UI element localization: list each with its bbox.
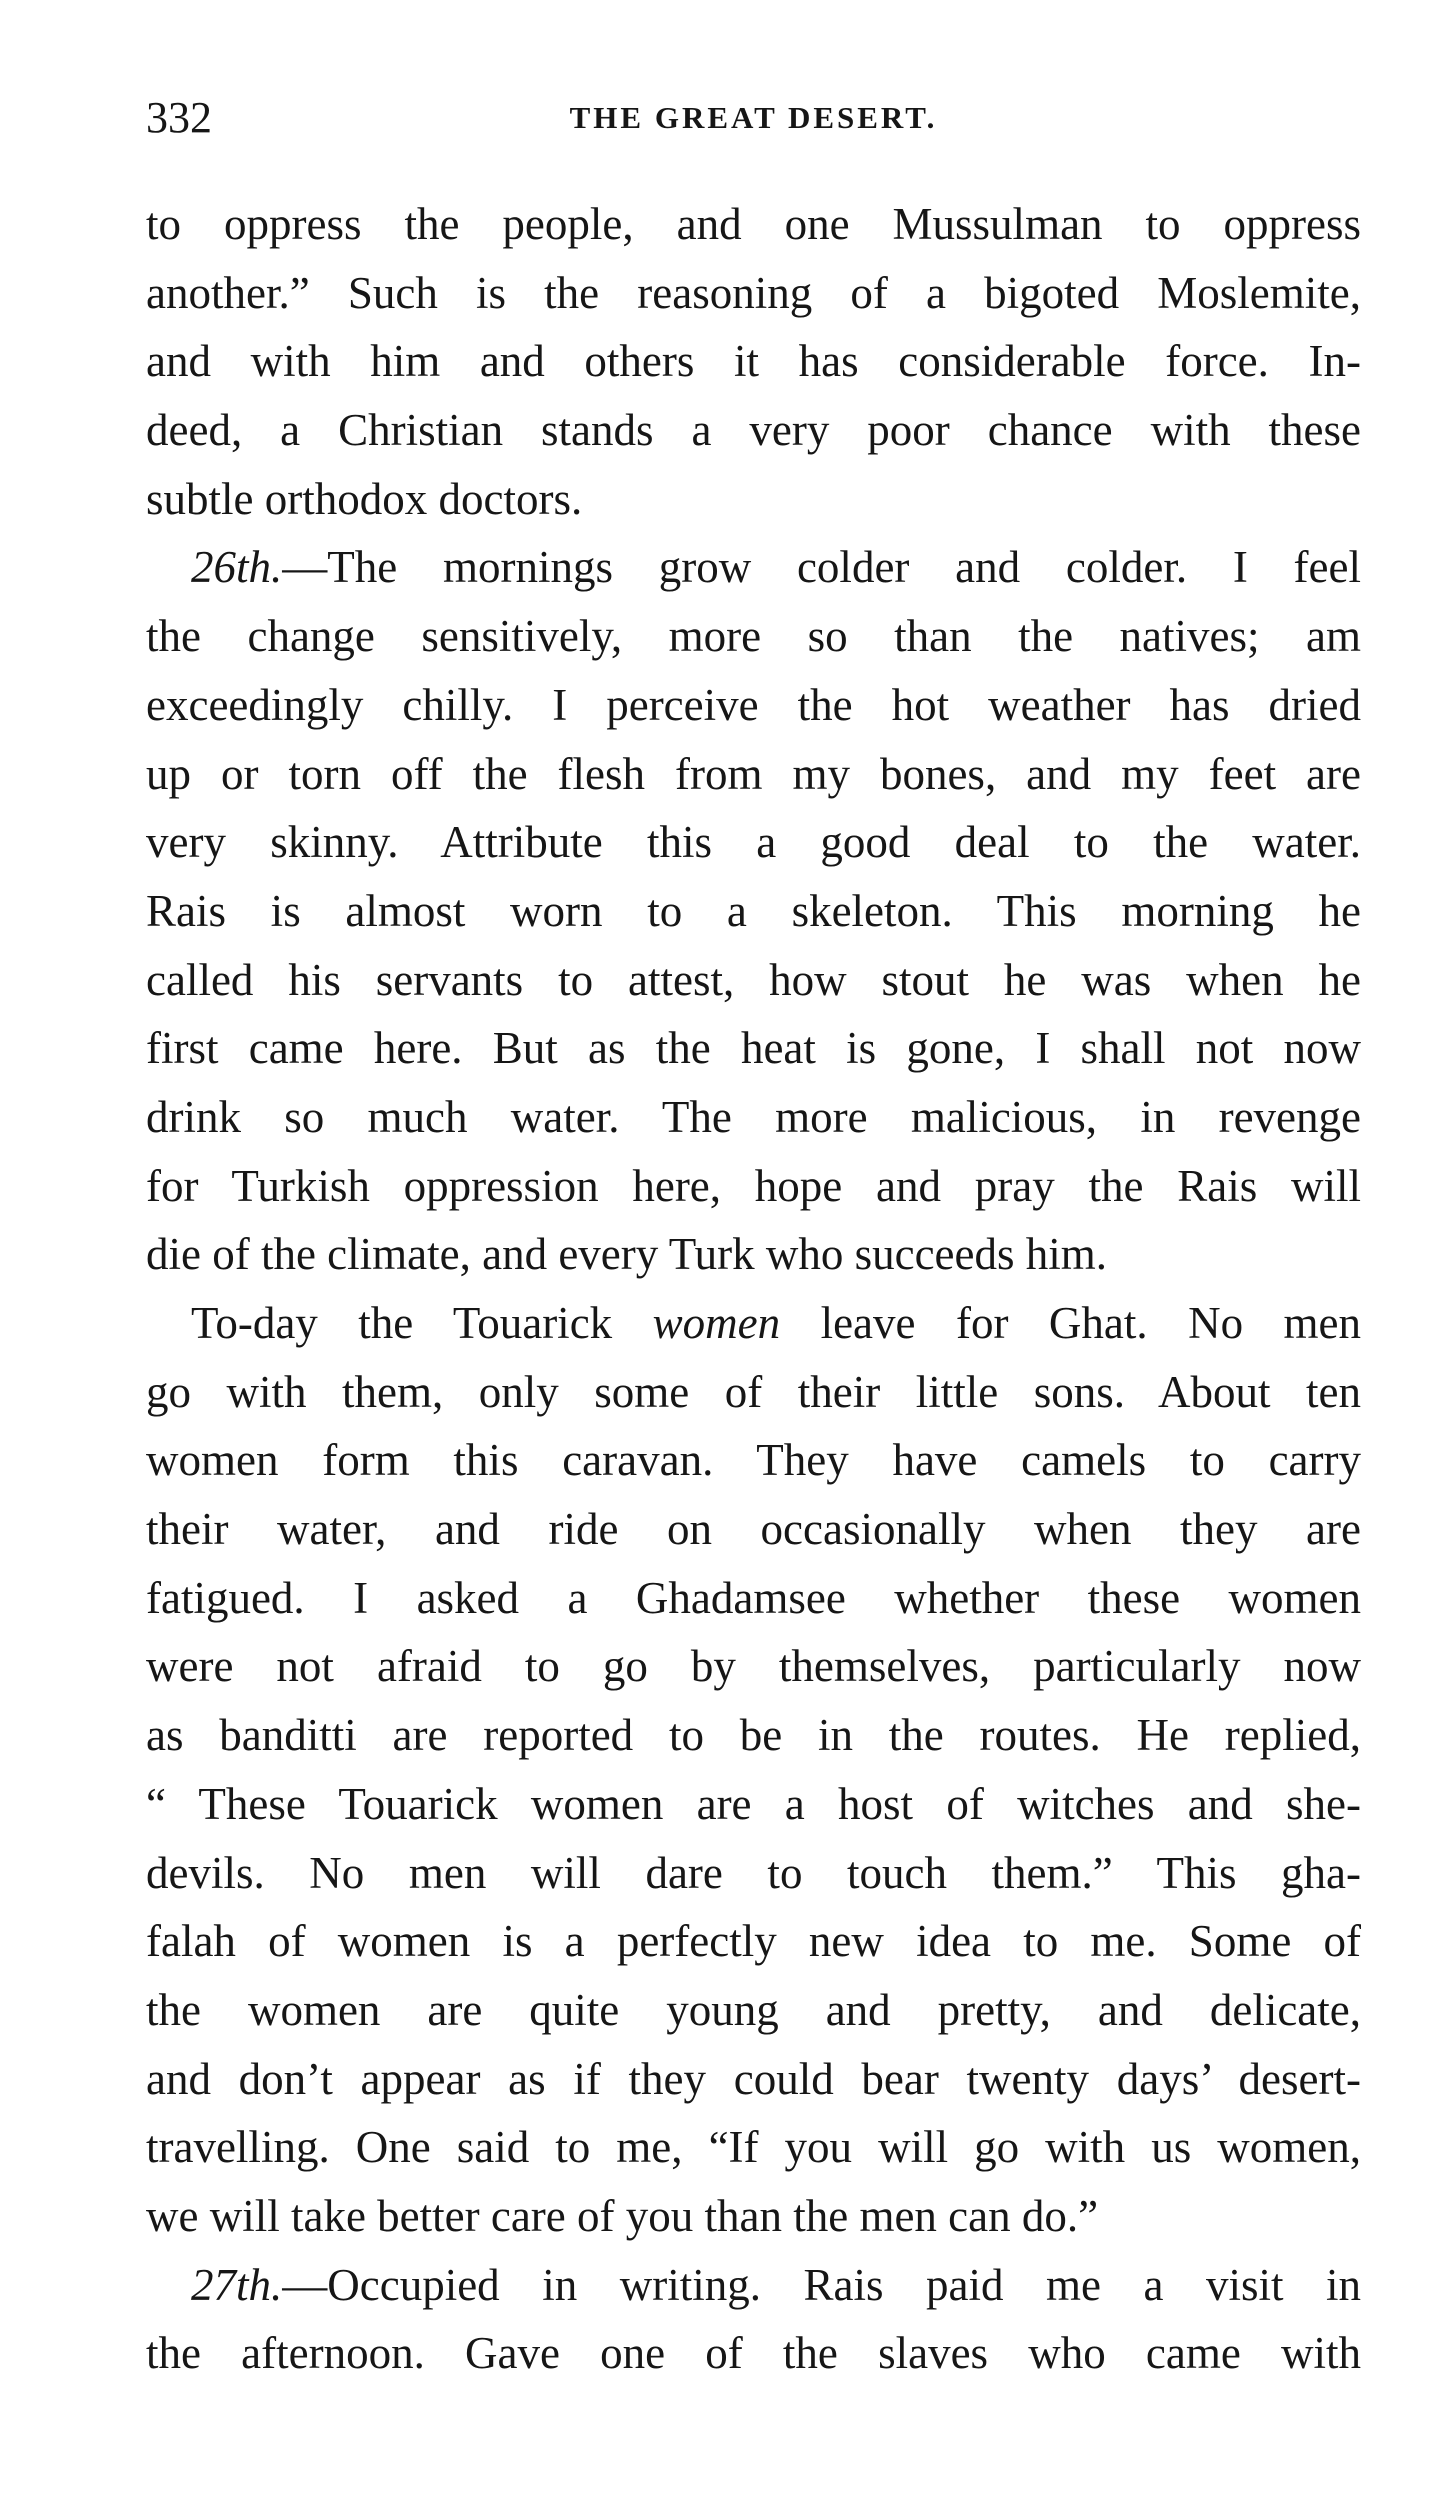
text-line: [146, 2319, 1361, 2388]
text-line: [146, 2045, 1361, 2114]
page-number: 332: [146, 93, 212, 142]
text-line: [146, 740, 1361, 809]
text-line: [146, 946, 1361, 1015]
text-run: “ These Touarick women are a host of witches and she-: [146, 1778, 1361, 1829]
text-line: [146, 1152, 1361, 1221]
text-run: as banditti are reported to be in the routes. He replied,: [146, 1710, 1361, 1761]
italic-text: women: [652, 1298, 781, 1348]
text-run: were not afraid to go by themselves, particularly now: [146, 1641, 1361, 1692]
text-run: to oppress the people, and one Mussulman to oppress: [146, 199, 1361, 249]
text-run: another.” Such is the reasoning of a bigoted Moslemite,: [146, 267, 1361, 318]
text-run: To-day the Touarick: [191, 1298, 653, 1348]
text-line: [146, 1220, 1361, 1289]
text-line: [146, 327, 1361, 396]
text-run: their water, and ride on occasionally when they are: [146, 1504, 1361, 1555]
text-line: [146, 808, 1361, 877]
text-run: devils. No men will dare to touch them.” This gha-: [146, 1847, 1361, 1898]
text-line: [146, 1632, 1361, 1701]
text-line: [146, 1083, 1361, 1152]
text-run: travelling. One said to me, “If you will go with us women,: [146, 2122, 1361, 2173]
text-run: called his servants to attest, how stout he was when he: [146, 954, 1361, 1005]
text-run: exceedingly chilly. I perceive the hot weather has dried: [146, 679, 1361, 730]
text-run: drink so much water. The more malicious, in revenge: [146, 1091, 1361, 1142]
text-run: women form this caravan. They have camels to carry: [146, 1435, 1361, 1486]
text-line: [146, 190, 1361, 259]
text-line: [146, 1701, 1361, 1770]
text-run: the women are quite young and pretty, and delicate,: [146, 1984, 1361, 2035]
text-run: very skinny. Attribute this a good deal to the water.: [146, 817, 1361, 868]
text-line: [146, 2113, 1361, 2182]
italic-text: 27th.: [191, 2259, 283, 2310]
text-run: up or torn off the flesh from my bones, and my feet are: [146, 748, 1361, 799]
running-title: THE GREAT DESERT.: [569, 100, 938, 135]
text-line: [146, 877, 1361, 946]
text-line: [146, 1426, 1361, 1495]
text-line: [146, 1907, 1361, 1976]
text-run: deed, a Christian stands a very poor chance with these: [146, 405, 1361, 456]
text-run: and don’t appear as if they could bear twenty days’ desert-: [146, 2053, 1361, 2104]
page-header: [146, 88, 1361, 148]
text-line: [146, 671, 1361, 740]
body-text: [146, 190, 1361, 2388]
text-line: [146, 1495, 1361, 1564]
text-run: falah of women is a perfectly new idea to me. Some of: [146, 1916, 1361, 1967]
text-line: [146, 1289, 1361, 1358]
text-line: [146, 2182, 1361, 2251]
text-run: we will take better care of you than the men can do.”: [146, 2190, 1099, 2241]
text-line: [146, 2251, 1361, 2320]
text-line: [146, 465, 1361, 534]
text-line: [146, 1014, 1361, 1083]
italic-text: 26th.: [191, 542, 283, 593]
text-line: [146, 602, 1361, 671]
text-run: the change sensitively, more so than the natives; am: [146, 611, 1361, 662]
text-line: [146, 1770, 1361, 1839]
text-run: the afternoon. Gave one of the slaves who came with: [146, 2328, 1361, 2379]
text-run: —The mornings grow colder and colder. I feel: [282, 542, 1361, 593]
text-run: go with them, only some of their little sons. About ten: [146, 1366, 1361, 1417]
text-run: for Turkish oppression here, hope and pray the Rais will: [146, 1160, 1361, 1211]
text-line: [146, 1976, 1361, 2045]
text-run: die of the climate, and every Turk who succeeds him.: [146, 1229, 1108, 1280]
text-run: subtle orthodox doctors.: [146, 473, 583, 524]
text-run: first came here. But as the heat is gone, I shall not now: [146, 1023, 1361, 1074]
text-line: [146, 1564, 1361, 1633]
text-line: [146, 533, 1361, 602]
text-line: [146, 259, 1361, 328]
text-line: [146, 1839, 1361, 1908]
text-run: and with him and others it has considerable force. In-: [146, 336, 1361, 387]
text-line: [146, 396, 1361, 465]
text-run: —Occupied in writing. Rais paid me a visit in: [282, 2259, 1361, 2310]
text-run: Rais is almost worn to a skeleton. This morning he: [146, 885, 1361, 936]
text-run: leave for Ghat. No men: [780, 1298, 1361, 1348]
text-run: fatigued. I asked a Ghadamsee whether these women: [146, 1572, 1361, 1623]
text-line: [146, 1358, 1361, 1427]
